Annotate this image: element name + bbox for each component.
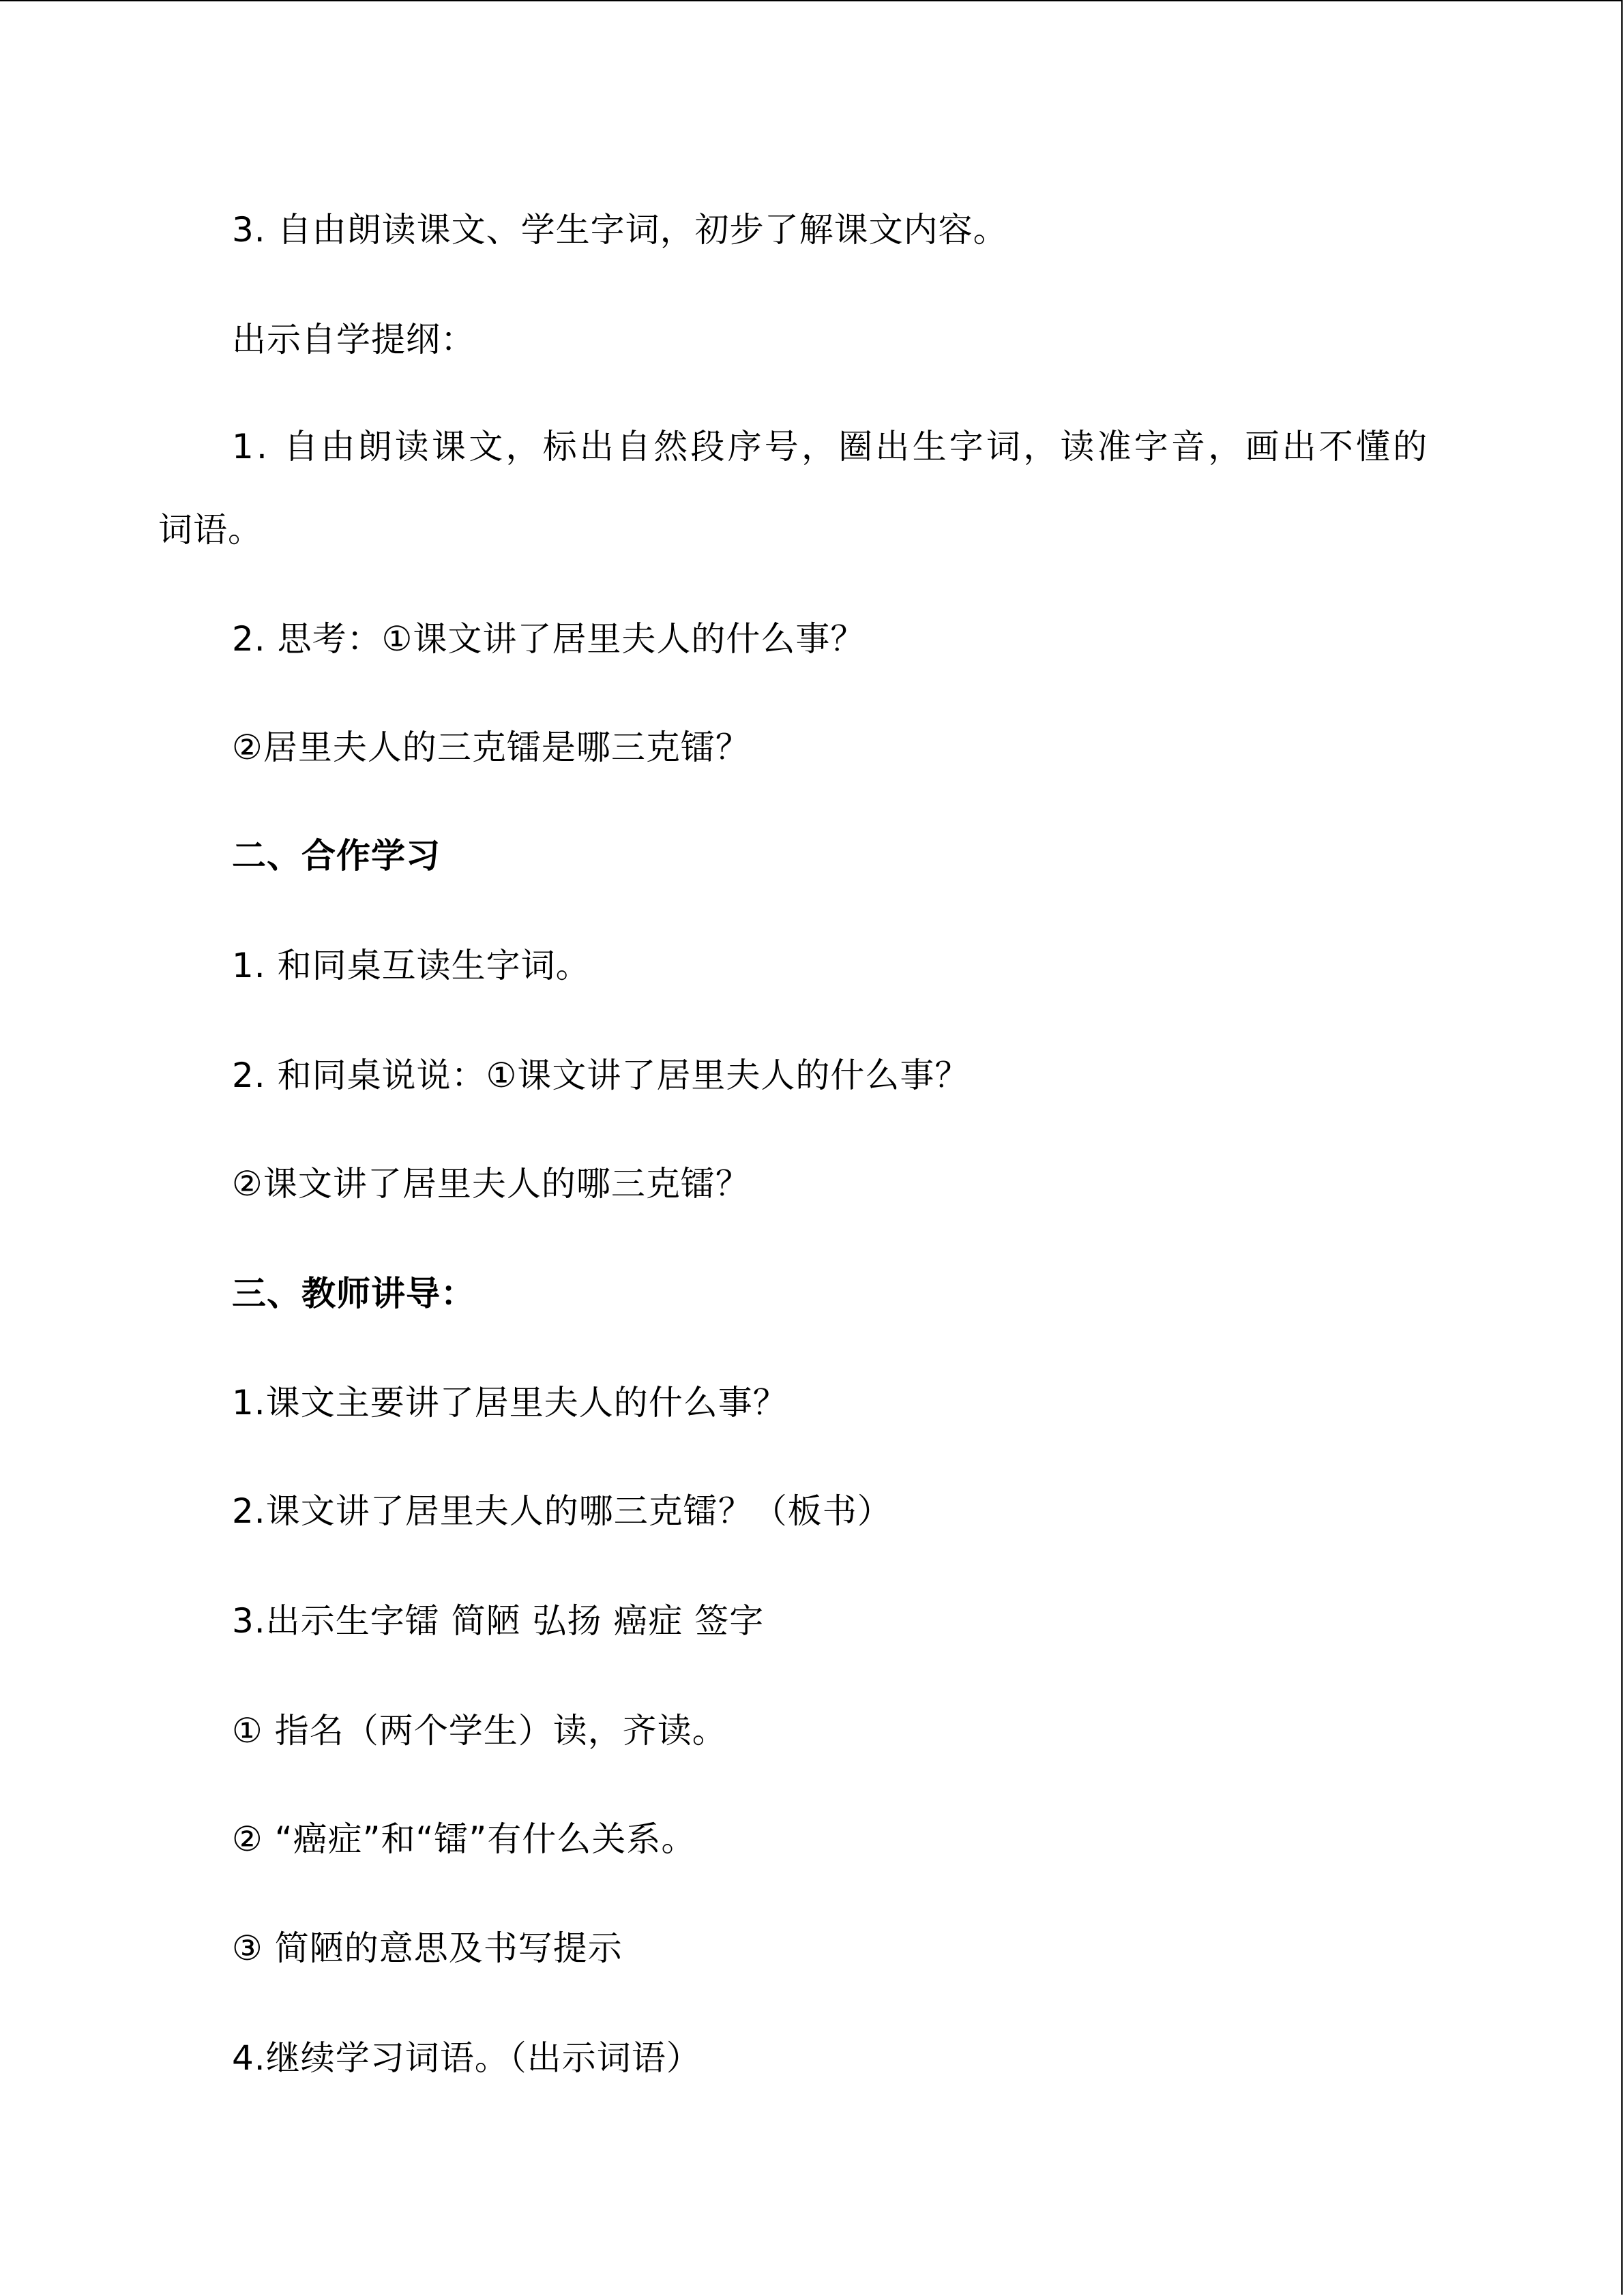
paragraph-guide-item-3: 3.出示生字镭 简陋 弘扬 癌症 签字 <box>232 1601 765 1641</box>
paragraph-guide-item-2: 2.课文讲了居里夫人的哪三克镭？（板书） <box>232 1491 892 1531</box>
paragraph-guide-item-1: 1.课文主要讲了居里夫人的什么事？ <box>232 1383 788 1422</box>
paragraph-guide-subitem-2: ② “癌症”和“镭”有什么关系。 <box>232 1819 696 1859</box>
section-heading-teacher-guidance: 三、教师讲导： <box>232 1274 475 1313</box>
paragraph-guide-subitem-3: ③ 简陋的意思及书写提示 <box>232 1928 623 1968</box>
paragraph-guide-item-4: 4.继续学习词语。（出示词语） <box>232 2038 701 2078</box>
paragraph-self-study-outline: 出示自学提纲： <box>232 320 475 359</box>
paragraph-outline-item-1-continued: 词语。 <box>158 510 263 550</box>
paragraph-outline-item-1: 1. 自由朗读课文，标出自然段序号，圈出生字词，读准字音，画出不懂的 <box>232 427 1430 466</box>
paragraph-coop-item-2: 2. 和同桌说说：①课文讲了居里夫人的什么事？ <box>232 1056 970 1095</box>
paragraph-outline-item-2: 2. 思考：①课文讲了居里夫人的什么事？ <box>232 619 866 659</box>
paragraph-outline-item-2b: ②居里夫人的三克镭是哪三克镭？ <box>232 728 750 767</box>
paragraph-coop-item-2b: ②课文讲了居里夫人的哪三克镭？ <box>232 1164 750 1204</box>
section-heading-cooperative-learning: 二、合作学习 <box>232 836 441 876</box>
paragraph-coop-item-1: 1. 和同桌互读生字词。 <box>232 946 591 985</box>
paragraph-guide-subitem-1: ① 指名（两个学生）读，齐读。 <box>232 1711 727 1750</box>
paragraph-read-aloud: 3. 自由朗读课文、学生字词，初步了解课文内容。 <box>232 210 1008 250</box>
